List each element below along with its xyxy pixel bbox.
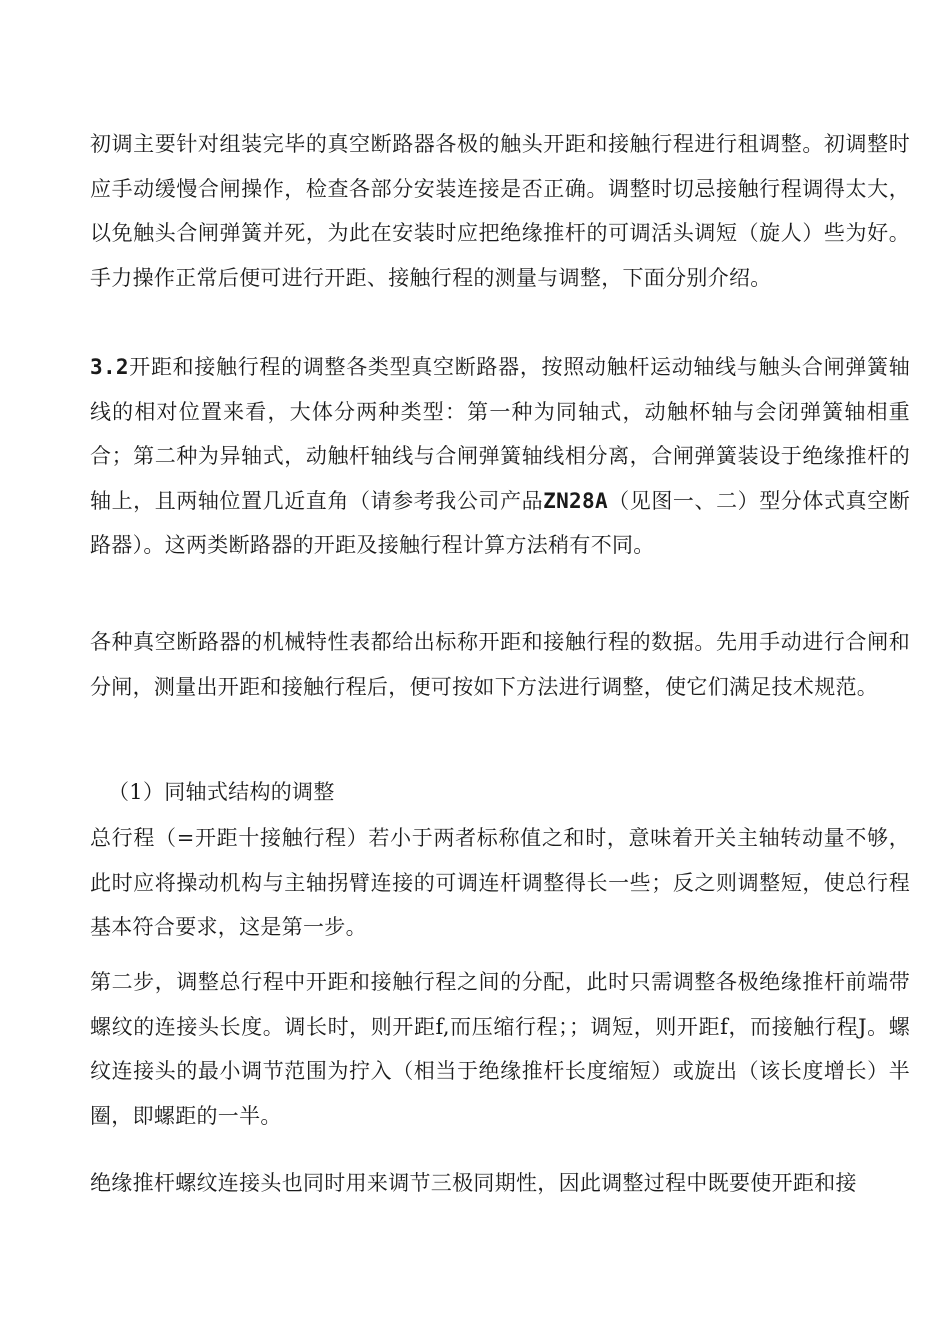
paragraph-total-stroke: 总行程（=开距十接触行程）若小于两者标称值之和时，意味着开关主轴转动量不够，此时应将操动机构与主轴拐臂连接的可调连杆调整得长一些；反之则调整短，使总行程基本符合要求，这是第一步。 (90, 826, 910, 939)
paragraph-mechanical-characteristics: 各种真空断路器的机械特性表都给出标称开距和接触行程的数据。先用手动进行合闸和分闸，测量出开距和接触行程后，便可按如下方法进行调整，使它们满足技术规范。 (90, 630, 910, 699)
subheading-coaxial-structure: （1）同轴式结构的调整 (108, 780, 335, 804)
product-model: ZN28A (543, 488, 608, 513)
paragraph-section-3-2 (90, 345, 910, 568)
section-number: 3.2 (90, 355, 129, 379)
paragraph-step-two: 第二步，调整总行程中开距和接触行程之间的分配，此时只需调整各极绝缘推杆前端带螺纹的连接头长度。调长时，则开距f,而压缩行程；；调短，则开距f，而接触行程J。螺纹连接头的最小调节范围为拧入（相当于绝缘推杆长度缩短）或旋出（该长度增长）半圈，即螺距的一半。 (90, 970, 910, 1128)
paragraph-initial-adjustment: 初调主要针对组装完毕的真空断路器各极的触头开距和接触行程进行租调整。初调整时应手动缓慢合闸操作，检查各部分安装连接是否正确。调整时切忌接触行程调得太大，以免触头合闸弹簧并死，为此在安装时应把绝缘推杆的可调活头调短（旋人）些为好。手力操作正常后便可进行开距、接触行程的测量与调整，下面分别介绍。 (90, 132, 910, 290)
section-text-part-1: 开距和接触行程的调整各类型真空断路器，按照动触杆运动轴线与触头合闸弹簧轴线的相对位置来看，大体分两种类型：第一种为同轴式，动触杯轴与会闭弹簧轴相重合；第二种为异轴式，动触杆轴线与合闸弹簧轴线相分离，合闸弹簧装设于绝缘推杆的轴上，且两轴位置几近直角（请参考我公司产品 (90, 355, 910, 513)
paragraph-synchronization: 绝缘推杆螺纹连接头也同时用来调节三极同期性，因此调整过程中既要使开距和接 (90, 1171, 857, 1195)
section-text-part-2: （见图一、二）型分体式真空断路器）。这两类断路器的开距及接触行程计算方法稍有不同。 (90, 488, 910, 557)
